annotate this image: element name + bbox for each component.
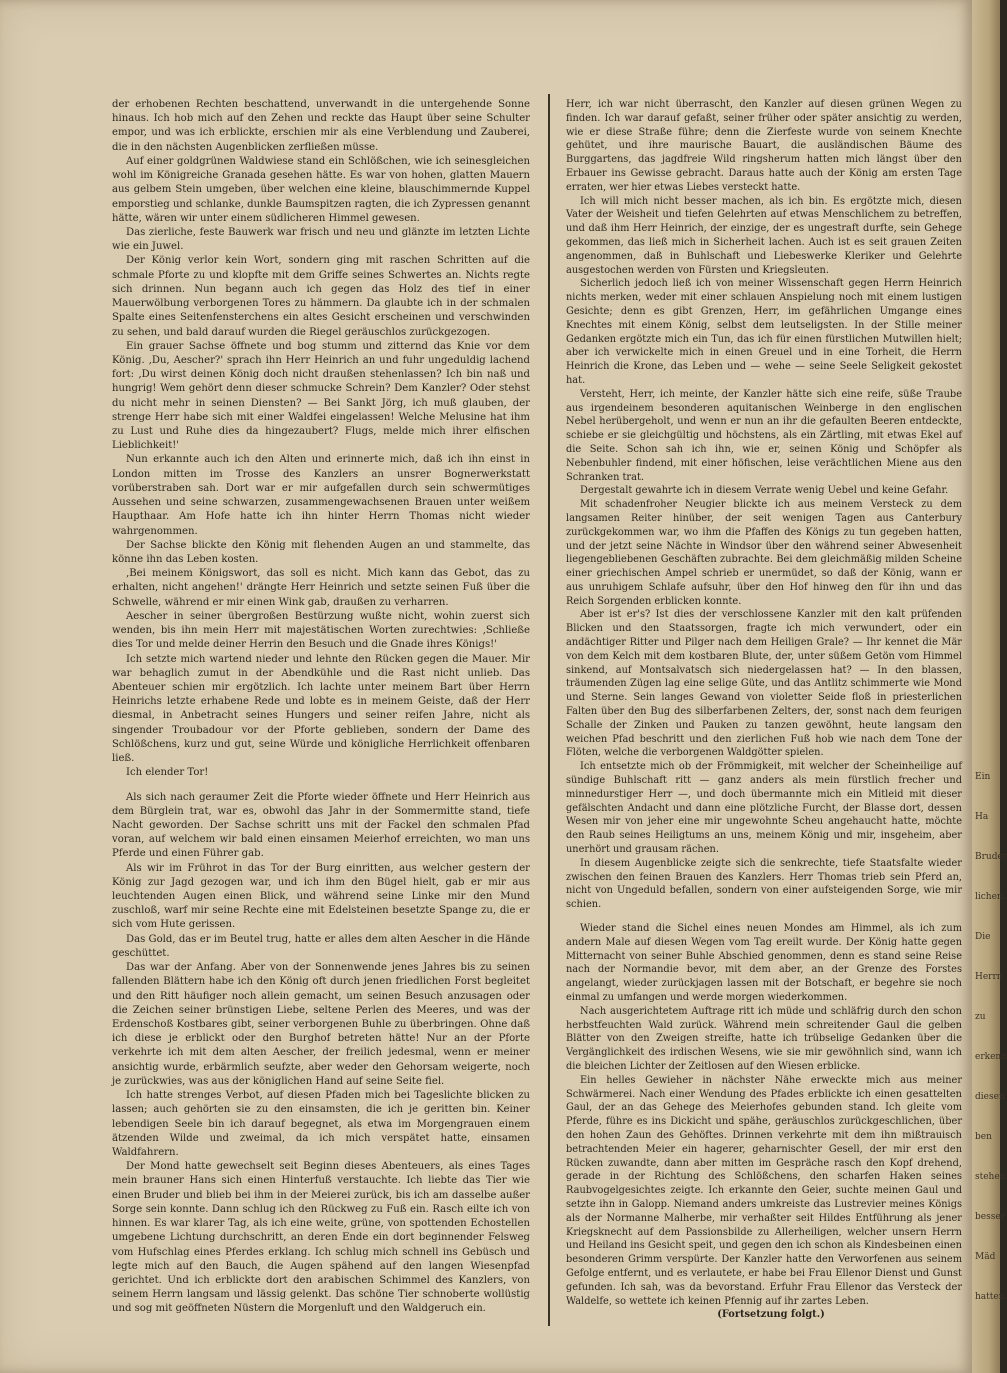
- right-column: [566, 98, 962, 1322]
- paragraph: Als sich nach geraumer Zeit die Pforte wieder öffnete und Herr Heinrich aus dem Bürglein trat, war es, obwohl das Jahr in der Sommermitte stand, tiefe Nacht geworden. Der Sachse schritt uns mit der Fackel den schmalen Pfad voran, auf welchem wir bald einen einsamen Meierhof erreichten, wo man uns Pferde und einen Führer gab.: [112, 791, 530, 860]
- paragraph: der erhobenen Rechten beschattend, unverwandt in die untergehende Sonne hinaus. Ich hob mich auf den Zehen und reckte das Haupt über seine Schulter empor, und was ich erblickte, erschien mir als eine Verblendung und Zauberei, die in den nächsten Augenblicken zerfließen müsse.: [112, 99, 530, 153]
- paragraph: Versteht, Herr, ich meinte, der Kanzler hätte sich eine reife, süße Traube aus irgendeinem besonderen aquitanischen Weinberge in den englischen Nebel herübergeholt, und wenn er nun an ihr die gefaulten Beeren entdeckte, schiebe er sie gleichgültig und höchstens, als ein Zärtling, mit etwas Ekel auf die Seite. Schon sah ich ihn, wie er, seinen König und Schöpfer als Nebenbuhler findend, mit einer höfischen, leise verächtlichen Miene aus den Schranken trat.: [566, 388, 962, 483]
- paragraph: Das zierliche, feste Bauwerk war frisch und neu und glänzte im letzten Lichte wie ein Juwel.: [112, 226, 530, 253]
- adjacent-page-edge: [972, 0, 1007, 1373]
- paragraph: Nach ausgerichtetem Auftrage ritt ich müde und schläfrig durch den schon herbstfeuchten Wald zurück. Während mein schreitender Gaul die gelben Blätter von den Zweigen streifte, hatte ich trübselige Gedanken über die Vergänglichkeit des irdischen Wesens, wie sie mir gewöhnlich sind, wann ich die bleichen Lichter der Zeitlosen auf den Wiesen erblicke.: [566, 1005, 962, 1072]
- continuation-note: (Fortsetzung folgt.): [717, 1309, 825, 1321]
- paragraph: Sicherlich jedoch ließ ich von meiner Wissenschaft gegen Herrn Heinrich nichts merken, weder mit einer schlauen Anspielung noch mit einem lustigen Gesichte; denn es gibt Grenzen, Herr, im gefährlichen Umgange eines Knechtes mit einem König, selbst dem leutseligsten. In der Stille meiner Gedanken ergötzte mich ein Tun, das ich für einen fürstlichen Mutwillen hielt; aber ich verwickelte mich in einen Greuel und in eine Torheit, die Herrn Heinrich die Krone, das Leben und — wehe — seine Seele Seligkeit gekostet hat.: [566, 278, 962, 386]
- edge-text-fragment: lichen.: [975, 892, 1006, 902]
- paragraph: Ich entsetzte mich ob der Frömmigkeit, mit welcher der Scheinheilige auf sündige Buhlschaft ritt — ganz anders als mein fürstlich frecher und minnedurstiger Herr —, und doch übermannte mich ein Mitleid mit dieser gefälschten Andacht und dann eine plötzliche Furcht, der Blasse dort, dessen Wesen mir von jeher eine mir ungewohnte Scheu angehaucht hatte, möchte den Raub seines Heiligtums an uns, meinem König und mir, insgeheim, aber unerhört und grausam rächen.: [566, 761, 962, 856]
- edge-text-fragment: Die: [975, 932, 991, 942]
- paragraph: Der Sachse blickte den König mit flehenden Augen an und stammelte, das könne ihn das Leben kosten.: [112, 539, 530, 565]
- paragraph: In diesem Augenblicke zeigte sich die senkrechte, tiefe Staatsfalte wieder zwischen den feinen Brauen des Kanzlers. Herr Thomas trieb sein Pferd an, nicht von Ungeduld befallen, sondern von einer aufsteigenden Sorge, wie mir schien.: [566, 857, 962, 911]
- paragraph: Mit schadenfroher Neugier blickte ich aus meinem Versteck zu dem langsamen Reiter hinüber, der seit wenigen Tagen aus Canterbury zurückgekommen war, wo ihm die Pfaffen des Königs zu tun gegeben hatten, und der jetzt seine Nächte in Windsor über den während seiner Abwesenheit liegengebliebenen Geschäften zubrachte. Bei dem gleichmäßig milden Scheine einer griechischen Ampel schrieb er unermüdet, so daß der König, wann er aus unruhigem Schlafe aufsuhr, über den Hof hinweg den für ihn und das Reich Sorgenden erblicken konnte.: [566, 499, 962, 607]
- edge-text-fragment: Bruder: [975, 852, 1007, 862]
- edge-text-fragment: diesen: [975, 1092, 1005, 1102]
- edge-text-fragment: erkenn: [975, 1052, 1007, 1062]
- paragraph: ‚Bei meinem Königswort, das soll es nicht. Mich kann das Gebot, das zu erhalten, nicht angehen!' drängte Herr Heinrich und setzte seinen Fuß über die Schwelle, während er mir einen Wink gab, draußen zu verharren.: [112, 568, 530, 608]
- paragraph: Ich setzte mich wartend nieder und lehnte den Rücken gegen die Mauer. Mir war behaglich zumut in der Abendkühle und die Rast nicht unlieb. Das Abenteuer schien mir ergötzlich. Ich lachte unter meinem Bart über Herrn Heinrichs letzte erhabene Rede und lobte es in meinem Geiste, daß der Herr diesmal, in Anbetracht seines Hungers und seiner reifen Jahre, nicht als singender Troubadour vor der Pforte geblieben, sondern der Dame des Schlößchens, kurz und gut, seine Würde und königliche Herrlichkeit offenbaren ließ.: [112, 653, 530, 765]
- paragraph: Ein helles Gewieher in nächster Nähe erweckte mich aus meiner Schwärmerei. Nach einer Wendung des Pfades erblickte ich einen gesattelten Gaul, der an das Gehege des Meierhofes gebunden stand. Ich gleite vom Pferde, führe es ins Dickicht und spähe, geräuschlos zurückgeschlichen, über den hohen Zaun des Gehöftes. Drinnen verkehrte mit dem ihn mißtrauisch betrachtenden Meier ein hagerer, geharnischter Gesell, der mir erst den Rücken zuwandte, dann aber mitten im Gespräche rasch den Kopf drehend, gerade in der Richtung des Schlößchens, den scharfen Haken seines Raubvogelgesichtes zeigte. Ich erkannte den Geier, suchte meinen Gaul und setzte ihn in Galopp. Niemand anders umkreiste das Lustrevier meines Königs als der Normanne Malherbe, mir verhaßter seit Hildes Entführung als jener Kriegsknecht auf dem Passionsbilde zu Allerheiligen, welcher unsern Herrn und Heiland ins Gesicht speit, und gegen den ich schon als Kindesbeinen einen besonderen Grimm verspürte. Der Kanzler hatte den Verworfenen aus seinem Gefolge entfernt, und es verlautete, er habe bei Frau Ellenor Dienst und Gunst gefunden. Ich sah, was da bevorstand. Erfuhr Frau Ellenor das Versteck der Waldelfe, so wettete ich keinen Pfennig auf ihr zartes Leben.: [566, 1074, 962, 1307]
- paragraph: Dergestalt gewahrte ich in diesem Verrate wenig Uebel und keine Gefahr.: [580, 485, 949, 497]
- edge-text-fragment: zu: [975, 1012, 986, 1022]
- edge-text-fragment: hatten: [975, 1292, 1005, 1302]
- paragraph: Als wir im Frührot in das Tor der Burg einritten, aus welcher gestern der König zur Jagd gezogen war, und ich ihm den Bügel hielt, gab er mir aus leuchtenden Augen einen Blick, und während seine Linke mir den Mund zuschloß, warf mir seine Rechte eine mit Edelsteinen besetzte Spange zu, die er sich vom Hute gerissen.: [112, 862, 530, 931]
- edge-text-fragment: Mäd: [975, 1252, 996, 1262]
- paragraph: Das Gold, das er im Beutel trug, hatte er alles dem alten Aescher in die Hände geschüttet.: [112, 933, 530, 959]
- paragraph: Nun erkannte auch ich den Alten und erinnerte mich, daß ich ihn einst in London mitten im Trosse des Kanzlers an unsrer Bognerwerkstatt vorüberstraben sah. Dort war er mir aufgefallen durch sein schwermütiges Aussehen und seine schwarzen, zusammengewachsenen Brauen unter weißem Haupthaar. Am Hofe hatte ich ihn hinter Herrn Thomas nicht wieder wahrgenommen.: [112, 454, 530, 537]
- paragraph: Der König verlor kein Wort, sondern ging mit raschen Schritten auf die schmale Pforte zu und klopfte mit dem Griffe seines Schwertes an. Nichts regte sich drinnen. Nun begann auch ich gegen das Holz des tief in einer Mauerwölbung verborgenen Tores zu hämmern. Da glaubte ich in der schmalen Spalte eines Seitenfensterchens ein altes Gesicht erscheinen und verschwinden zu sehen, und bald darauf wurden die Riegel geräuschlos zurückgezogen.: [112, 255, 530, 338]
- paragraph: Aescher in seiner übergroßen Bestürzung wußte nicht, wohin zuerst sich wenden, bis ihn mein Herr mit majestätischen Worten zurechtwies: ‚Schließe dies Tor und melde deiner Herrin den Besuch und die Gnade ihres Königs!': [112, 610, 530, 651]
- paragraph: Das war der Anfang. Aber von der Sonnenwende jenes Jahres bis zu seinen fallenden Blättern habe ich den König oft durch jenen friedlichen Forst begleitet und den Ritt häufiger noch allein gemacht, um seinen Besuch anzusagen oder die Zeichen seiner brünstigen Liebe, seltene Perlen des Meeres, und was der Erdenschoß Kostbares gibt, seiner verborgenen Buhle zu überbringen. Ohne daß ich diese je erblickt oder den Burghof betreten hätte! Nur an der Pforte verkehrte ich mit dem alten Aescher, der freilich jedesmal, wenn er meiner ansichtig wurde, erbärmlich seufzte, aber weder den Gehorsam weigerte, noch je zurückwies, was aus der königlichen Hand auf seine Seite fiel.: [112, 962, 530, 1087]
- column-divider: [548, 94, 550, 1326]
- edge-text-fragment: stehen: [975, 1172, 1006, 1182]
- edge-text-fragment: ben: [975, 1132, 992, 1142]
- paragraph: Der Mond hatte gewechselt seit Beginn dieses Abenteuers, als eines Tages mein brauner Hans sich einen Hinterfuß verstauchte. Ich liebte das Tier wie einen Bruder und blieb bei ihm in der Meierei zurück, bis ich am dasselbe außer Sorge sein konnte. Dann schlug ich den Rückweg zu Fuß ein. Rasch eilte ich von hinnen. Es war klarer Tag, als ich eine weite, grüne, von spottenden Echostellen umgebene Lichtung durchschritt, an deren Ende ein dort beginnender Felsweg vom Hufschlag eines Pferdes erklang. Ich schlug mich schnell ins Gebüsch und legte mich auf den Bauch, die Augen spähend auf den langen Wiesenpfad gerichtet. Und ich erblickte dort den arabischen Schimmel des Kanzlers, von seinem Herrn langsam und lässig gelenkt. Das schöne Tier schnoberte wollüstig und sog mit geöffneten Nüstern die Morgenluft und den Waldgeruch ein.: [112, 1161, 530, 1315]
- paragraph: Wieder stand die Sichel eines neuen Mondes am Himmel, als ich zum andern Male auf diesen Wegen vom Tag ereilt wurde. Der König hatte gegen Mitternacht von seiner Buhle Abschied genommen, denn es stand seine Reise nach der Normandie bevor, mit dem aber, an der Grenze des Forstes angelangt, wieder zurückjagen lassen mit der Botschaft, er begehre sie noch einmal zu umfangen und werde morgen wiederkommen.: [566, 923, 962, 1003]
- edge-text-fragment: besser: [975, 1212, 1005, 1222]
- edge-text-fragment: Ein: [975, 772, 991, 782]
- paragraph: Aber ist er's? Ist dies der verschlossene Kanzler mit den kalt prüfenden Blicken und den Staatssorgen, fragte ich mich verwundert, oder ein andächtiger Ritter und Pilger nach dem Heiligen Grale? — Ihr kennet die Mär von dem Kelch mit dem kostbaren Blute, der, unter süßem Getön vom Himmel sinkend, auf Montsalvatsch sich niedergelassen hat? — In den blassen, träumenden Zügen lag eine selige Güte, und das Antlitz schimmerte wie Mond und Sterne. Sein langes Gewand von violetter Seide floß in priesterlichen Falten über den Bug des silberfarbenen Zelters, der, sonst nach dem feurigen Schalle der Zinken und Pauken zu tanzen gewöhnt, heute langsam den weichen Pfad beschritt und den zierlichen Fuß hob wie nach dem Tone der Flöten, welche die verborgenen Waldgötter spielen.: [566, 609, 962, 759]
- left-column: [112, 98, 530, 1317]
- paragraph: Herr, ich war nicht überrascht, den Kanzler auf diesen grünen Wegen zu finden. Ich war darauf gefaßt, seiner früher oder später ansichtig zu werden, wie er diese Straße führe; denn die Zierfeste wurde von seinem Knechte gehütet, und ihre maurische Bauart, die ausländischen Bäume des Burggartens, das jagdfreie Wild ringsherum hatten mich längst über den Erbauer ins Gewisse gebracht. Daraus hatte auch der König am ersten Tage erraten, wer hier etwas Liebes versteckt hatte.: [566, 99, 962, 193]
- paragraph: Auf einer goldgrünen Waldwiese stand ein Schlößchen, wie ich seinesgleichen wohl im Königreiche Granada gesehen hätte. Es war von hohen, glatten Mauern aus gelbem Stein umgeben, über welchen eine kleine, blauschimmernde Kuppel emporstieg und schlanke, dunkle Baumspitzen ragten, die ich Zypressen genannt hätte, wären wir unter einem südlicheren Himmel gewesen.: [112, 155, 530, 224]
- paragraph: Ich elender Tor!: [126, 767, 209, 779]
- edge-text-fragment: Ha: [975, 812, 989, 822]
- edge-text-fragment: Herrn: [975, 972, 1003, 982]
- paragraph: Ich will mich nicht besser machen, als ich bin. Es ergötzte mich, diesen Vater der Weisheit und tiefen Gelehrten auf etwas Menschlichem zu betreffen, und daß ihm Herr Heinrich, der einzige, der es ungestraft durfte, sein Gehege gekommen, das ließ mich in Sicherheit lachen. Auch ist es seit grauen Zeiten angenommen, daß in Buhlschaft und Liebeswerke Kleriker und Gelehrte ausgestochen werden von Fürsten und Kriegsleuten.: [566, 195, 962, 276]
- paragraph: Ich hatte strenges Verbot, auf diesen Pfaden mich bei Tageslichte blicken zu lassen; auch gehörten sie zu den einsamsten, die ich je geritten bin. Keiner lebendigen Seele bin ich darauf begegnet, als etwa im Morgengrauen einem ätzenden Wilde und zweimal, da ich mich verspätet hatte, einsamen Waldfahrern.: [112, 1090, 530, 1158]
- paragraph: Ein grauer Sachse öffnete und bog stumm und zitternd das Knie vor dem König. ‚Du, Aescher?' sprach ihn Herr Heinrich an und fuhr ungeduldig lachend fort: ‚Du wirst deinen König doch nicht draußen stehenlassen? Ich bin naß und hungrig! Wem gehört denn dieser schmucke Schrein? Dem Kanzler? Oder stehst du nicht mehr in seinen Diensten? — Bei Sankt Jörg, ich muß glauben, der strenge Herr habe sich mit einer Waldfei eingelassen! Welche Melusine hat ihm zu Lust und Ruhe dies da hingezaubert? Flugs, melde mich ihrer elfischen Lieblichkeit!': [112, 340, 530, 452]
